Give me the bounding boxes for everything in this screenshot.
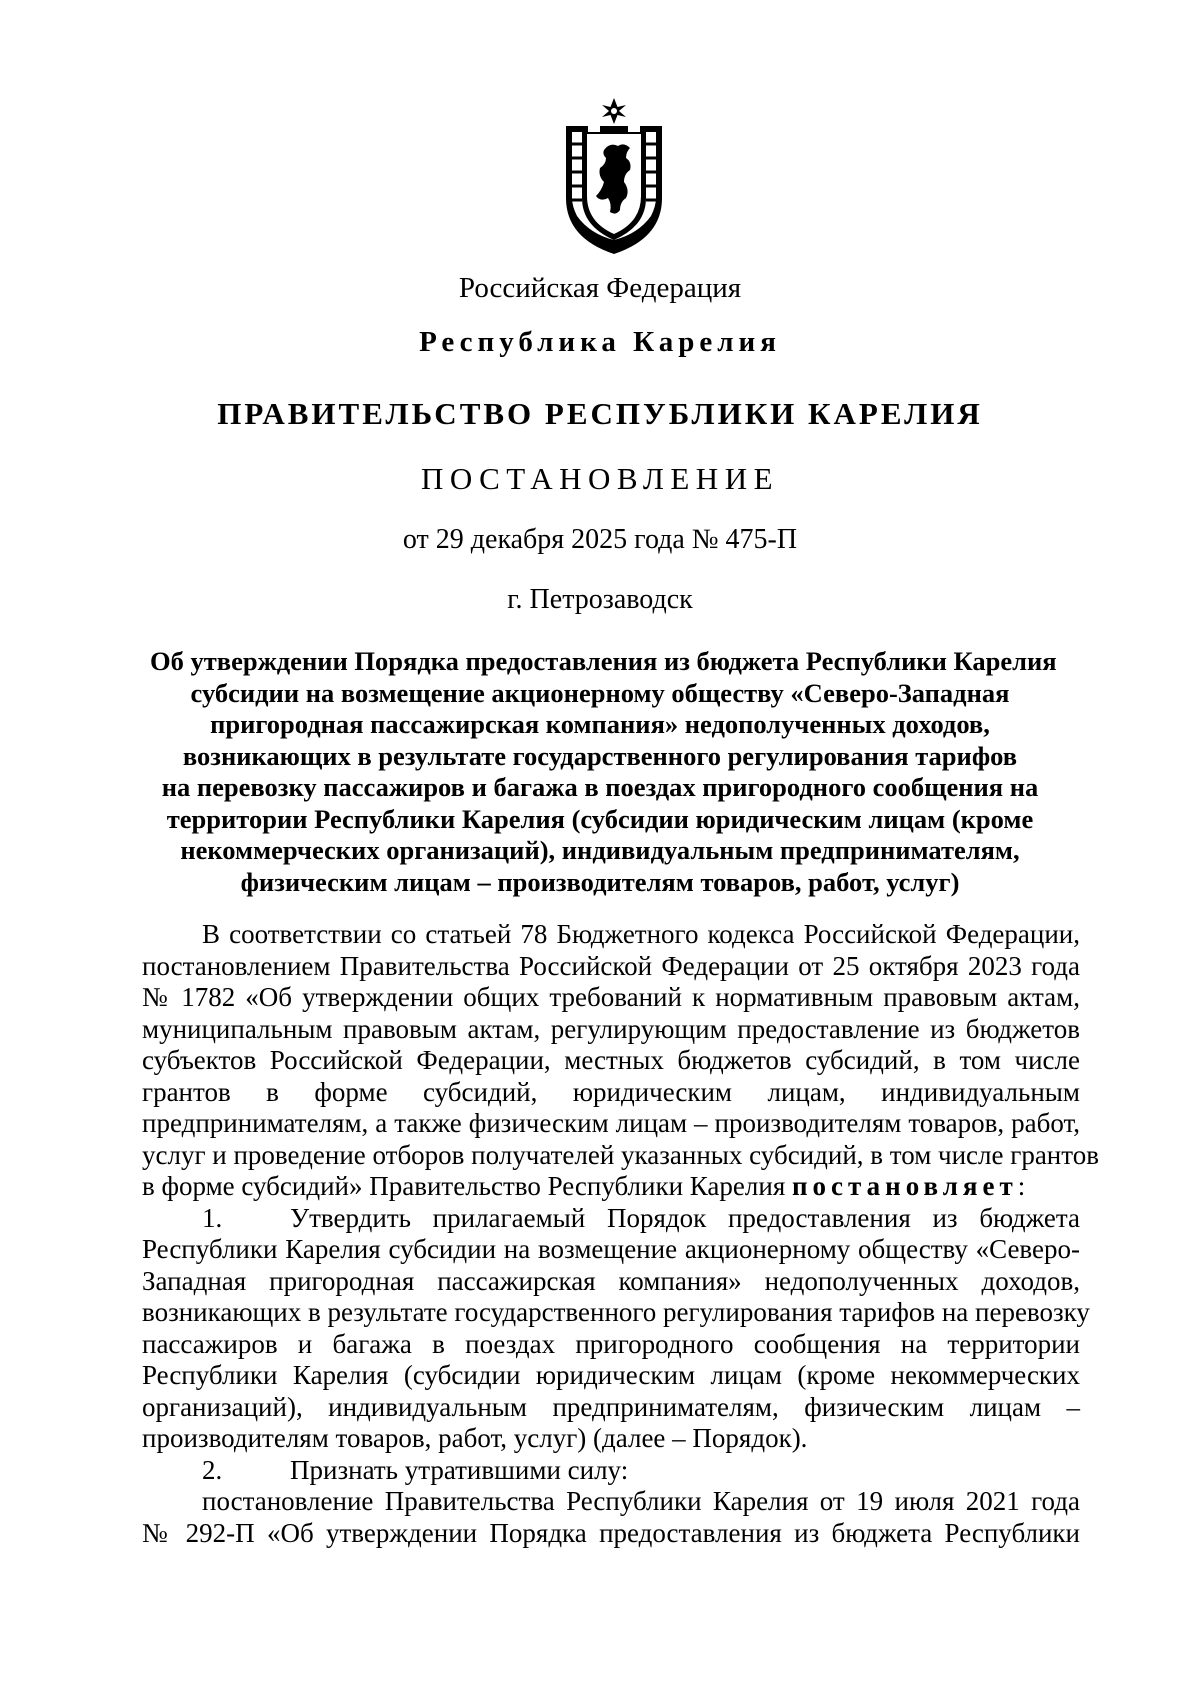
title-line: возникающих в результате государственного регулирования тарифов — [182, 740, 1018, 771]
document-type: ПОСТАНОВЛЕНИЕ — [420, 461, 780, 496]
document-city: г. Петрозаводск — [507, 584, 693, 615]
item-1-first-text: Утвердить прилагаемый Порядок предоставления из бюджета — [290, 1202, 1080, 1233]
item-2-first-text: Признать утратившими силу: — [290, 1454, 629, 1485]
preamble-line: № 1782 «Об утверждении общих требований к нормативным правовым актам, — [142, 982, 1080, 1012]
government-name: ПРАВИТЕЛЬСТВО РЕСПУБЛИКИ КАРЕЛИЯ — [217, 396, 983, 431]
document-date-number: от 29 декабря 2025 года № 475-П — [402, 524, 798, 555]
title-line: на перевозку пассажиров и багажа в поездах пригородного сообщения на — [161, 772, 1039, 802]
document-body — [142, 919, 1099, 1549]
item-1-paragraph — [142, 1202, 1090, 1455]
preamble-line: В соответствии со статьей 78 Бюджетного кодекса Российской Федерации, — [202, 919, 1080, 949]
item-1-line: возникающих в результате государственного регулирования тарифов на перевозку — [142, 1297, 1090, 1327]
document-title — [150, 646, 1057, 898]
title-line: субсидии на возмещение акционерному обществу «Северо-Западная — [190, 677, 1010, 708]
item-1-line: пассажиров и багажа в поездах пригородного сообщения на территории — [142, 1328, 1080, 1359]
item-2-first-line — [142, 1455, 1080, 1487]
title-line: пригородная пассажирская компания» недополученных доходов, — [210, 709, 990, 739]
item-1-number: 1. — [202, 1202, 223, 1233]
preamble-last-text: в форме субсидий» Правительство Республики Карелия — [142, 1171, 786, 1201]
item-1-first-line — [142, 1203, 1080, 1235]
country-name: Российская Федерация — [458, 272, 742, 304]
item-1-last-line: производителям товаров, работ, услуг) (далее – Порядок). — [142, 1423, 808, 1453]
decree-word: постановляет — [792, 1171, 1018, 1201]
preamble-line: услуг и проведение отборов получателей указанных субсидий, в том числе грантов — [142, 1139, 1099, 1170]
item-2-line: постановление Правительства Республики Карелия от 19 июля 2021 года — [202, 1486, 1080, 1516]
item-1-line: Республики Карелия субсидии на возмещение акционерному обществу «Северо- — [142, 1234, 1080, 1264]
preamble-line: муниципальным правовым актам, регулирующим предоставление из бюджетов — [142, 1013, 1080, 1044]
preamble-line: грантов в форме субсидий, юридическим лицам, индивидуальным — [142, 1076, 1080, 1107]
item-1-line: организаций), индивидуальным предпринимателям, физическим лицам – — [142, 1391, 1080, 1422]
preamble-colon: : — [1017, 1171, 1026, 1201]
preamble-line: предпринимателям, а также физическим лицам – производителям товаров, работ, — [142, 1108, 1080, 1138]
republic-name: Республика Карелия — [419, 326, 781, 358]
item-1-line: Республики Карелия (субсидии юридическим лицам (кроме некоммерческих — [142, 1360, 1080, 1390]
item-1-line: Западная пригородная пассажирская компания» недополученных доходов, — [142, 1265, 1080, 1296]
preamble-line: постановлением Правительства Российской Федерации от 25 октября 2023 года — [142, 950, 1080, 981]
preamble-paragraph — [142, 919, 1099, 1203]
karelia-coat-of-arms-icon — [560, 98, 668, 256]
title-line: территории Республики Карелия (субсидии юридическим лицам (кроме — [166, 803, 1034, 834]
preamble-final-line — [142, 1171, 1080, 1203]
item-2-line: № 292-П «Об утверждении Порядка предоставления из бюджета Республики — [142, 1517, 1080, 1548]
title-line: Об утверждении Порядка предоставления из бюджета Республики Карелия — [150, 646, 1057, 676]
item-2-number: 2. — [202, 1454, 223, 1485]
title-line: физическим лицам – производителям товаров, работ, услуг) — [240, 866, 960, 897]
title-line: некоммерческих организаций), индивидуальным предпринимателям, — [180, 835, 1020, 865]
item-2-paragraph — [142, 1455, 1080, 1550]
preamble-line: субъектов Российской Федерации, местных бюджетов субсидий, в том числе — [142, 1045, 1080, 1075]
